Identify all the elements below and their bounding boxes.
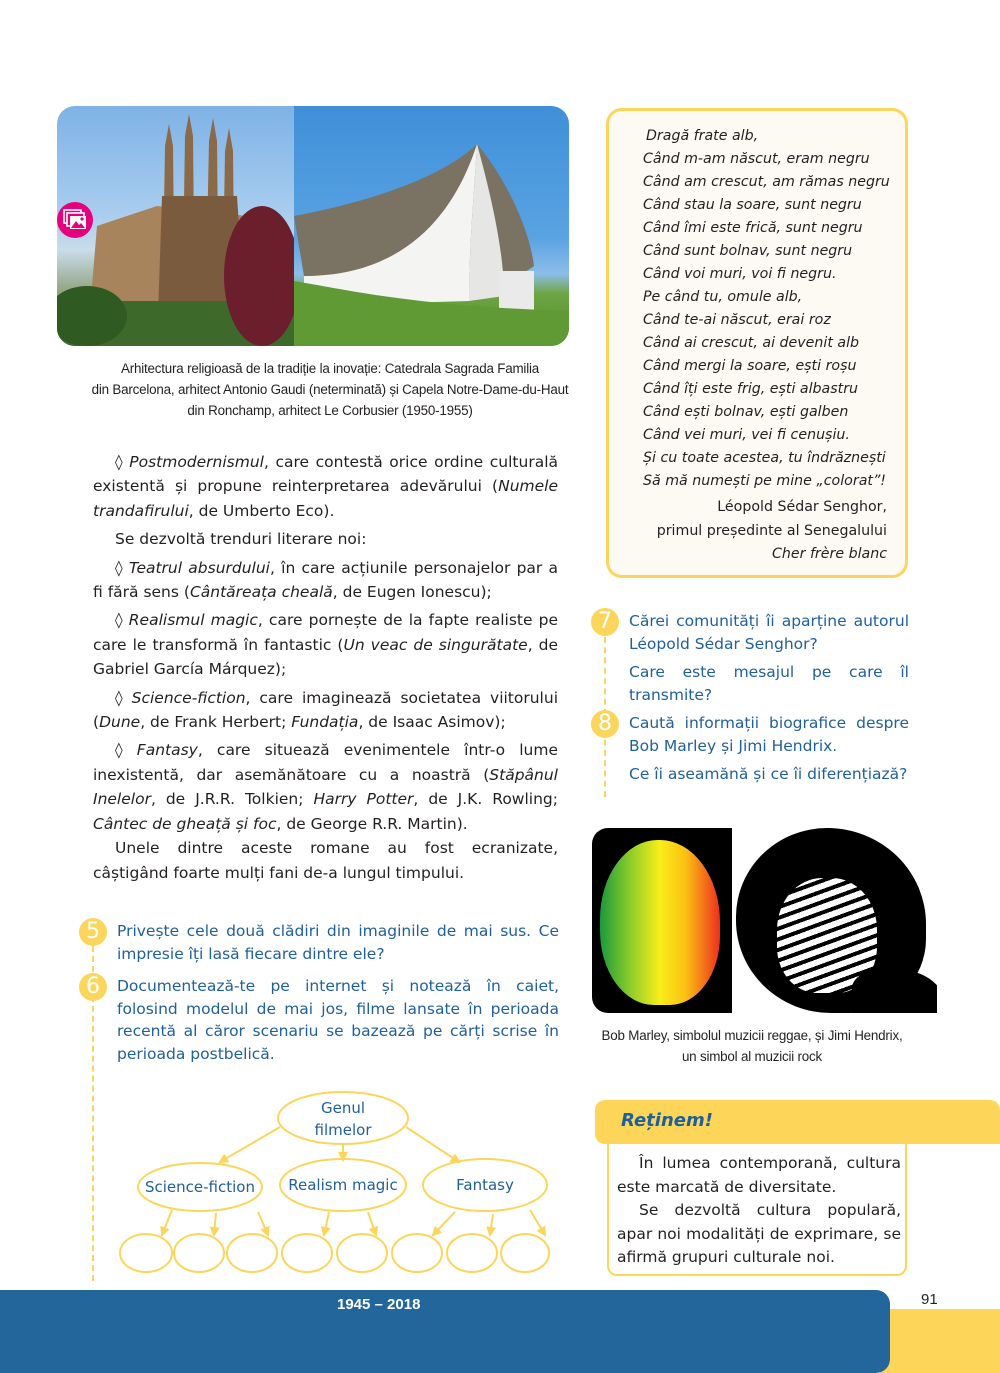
paragraph-absurd-theatre: [93, 556, 558, 605]
question-7: [591, 610, 909, 706]
poem-line: Când îmi este frică, sunt negru: [643, 220, 863, 236]
architecture-photo: [57, 106, 569, 346]
poem-line: Când mergi la soare, ești roșu: [643, 358, 857, 374]
work-title: Harry Potter: [313, 790, 414, 809]
sagrada-familia-image: [57, 106, 294, 346]
poem-attribution: [657, 496, 887, 567]
retinem-title: Reținem!: [621, 1110, 713, 1131]
text: , care pornește de la fapte realiste pe care le transformă în fantastic (: [93, 611, 558, 654]
jimi-hendrix-portrait: [732, 828, 937, 1013]
work-title: Cântăreața cheală: [189, 583, 333, 602]
poem-author: Léopold Sédar Senghor,: [717, 499, 887, 515]
bullet: ◊: [115, 611, 129, 630]
portrait-face: [600, 840, 720, 1005]
musicians-caption: [592, 1025, 912, 1067]
leaf-node: [501, 1234, 549, 1272]
text: , de J.K. Rowling;: [413, 790, 558, 809]
text: , de Umberto Eco).: [188, 501, 335, 520]
bullet: ◊: [115, 453, 130, 471]
main-text: [93, 450, 558, 885]
text: , în care acțiunile personajelor par a fi fără sens (: [93, 558, 559, 602]
caption-line: din Ronchamp, arhitect Le Corbusier (1950-1955): [187, 403, 473, 418]
poem-box: [606, 108, 908, 578]
poem-source-title: Cher frère blanc: [771, 546, 887, 562]
caption-line: Arhitectura religioasă de la tradiție la inovație: Catedrala Sagrada Familia: [121, 361, 539, 376]
poem-line: Dragă frate alb,: [646, 128, 759, 144]
footer-bar: [0, 1290, 890, 1373]
paragraph-magic-realism: [93, 608, 558, 681]
retinem-paragraph: Se dezvoltă cultura populară, apar noi modalități de exprimare, se afirmă grupuri culturale noi.: [617, 1201, 901, 1266]
work-title: Un veac de singurătate: [343, 635, 528, 654]
question-text: Cărei comunități îi aparține autorul Léopold Sédar Senghor?: [629, 612, 909, 653]
branch-label: Science-fiction: [145, 1178, 255, 1196]
leaf-node: [392, 1234, 442, 1272]
work-title: Stăpânul Inelelor: [93, 765, 558, 809]
work-title: Fundația: [291, 713, 359, 732]
text: , care contestă orice ordine culturală existentă și propune reinterpretarea adevărului (: [93, 453, 558, 496]
text: , de Eugen Ionescu);: [332, 583, 492, 602]
term: Realismul magic: [128, 611, 258, 630]
poem-line: Când ai crescut, ai devenit alb: [643, 335, 860, 351]
bullet: ◊: [115, 558, 129, 577]
question-number: 6: [79, 973, 107, 1001]
leaf-node: [337, 1234, 387, 1272]
poem-line: Pe când tu, omule alb,: [643, 289, 803, 305]
retinem-header: [595, 1100, 1000, 1144]
musicians-image: [592, 828, 937, 1013]
image-gallery-icon[interactable]: [57, 202, 93, 238]
text: , de George R.R. Martin).: [276, 814, 468, 833]
question-text: Ce îi aseamănă și ce îi diferențiază?: [629, 765, 908, 783]
footer-accent: [880, 1309, 1000, 1373]
root-label: Genul: [320, 1099, 366, 1117]
leaf-node: [282, 1234, 332, 1272]
question-6: [79, 975, 559, 1065]
term: Postmodernismul: [129, 453, 264, 471]
bullet: ◊: [115, 688, 132, 707]
footer-period: 1945 – 2018: [337, 1296, 421, 1313]
poem-text: [643, 125, 890, 493]
question-text: Caută informații biografice despre Bob Marley și Jimi Hendrix.: [629, 714, 909, 755]
question-8: [591, 712, 909, 786]
paragraph-postmodernism: [93, 450, 558, 523]
bob-marley-portrait: [592, 828, 732, 1013]
poem-line: Și cu toate acestea, tu îndrăznești: [643, 450, 886, 466]
poem-line: Când am crescut, am rămas negru: [643, 174, 890, 190]
retinem-box: [607, 1144, 907, 1276]
questions-right: [591, 610, 909, 792]
text: , care situează evenimentele într-o lume inexistentă, dar asemănătoare cu a noastră (: [93, 741, 558, 784]
caption-line: un simbol al muzicii rock: [681, 1049, 823, 1064]
retinem-text: [617, 1152, 901, 1270]
paragraph-fantasy: [93, 738, 558, 836]
paragraph-trends: Se dezvoltă trenduri literare noi:: [115, 530, 367, 549]
question-text: Documentează-te pe internet și notează în caiet, folosind modelul de mai jos, filme lansate în perioada recentă al căror scenariu se bazează pe cărți scrise în perioada postbelică.: [117, 977, 559, 1063]
work-title: Dune: [99, 713, 141, 732]
poem-line: Când sunt bolnav, sunt negru: [643, 243, 853, 259]
text: , de Frank Herbert;: [140, 713, 292, 732]
work-title: Numele trandafirului: [93, 477, 558, 520]
caption-line: Bob Marley, simbolul muzicii reggae, și Jimi Hendrix,: [601, 1028, 903, 1043]
leaf-node: [447, 1234, 497, 1272]
leaf-node: [174, 1234, 224, 1272]
leaf-node: [120, 1234, 172, 1272]
term: Fantasy: [136, 741, 198, 760]
branch-label: Fantasy: [456, 1176, 514, 1194]
page-number: 91: [921, 1291, 938, 1308]
text: , de Gabriel García Márquez);: [93, 635, 558, 679]
question-text: Care este mesajul pe care îl transmite?: [629, 663, 909, 704]
poem-line: Când vei muri, vei fi cenușiu.: [643, 427, 850, 443]
question-5: [79, 920, 559, 965]
film-genre-diagram: [110, 1090, 550, 1275]
photo-caption: [80, 358, 580, 421]
ronchamp-chapel-image: [294, 106, 569, 346]
poem-line: Când îți este frig, ești albastru: [643, 381, 859, 397]
text: , de Isaac Asimov);: [358, 713, 506, 732]
question-number: 5: [79, 918, 107, 946]
bullet: ◊: [115, 741, 137, 760]
question-text: Privește cele două clădiri din imaginile de mai sus. Ce impresie îți lasă fiecare dintre ele?: [117, 922, 559, 963]
text: , de J.R.R. Tolkien;: [150, 790, 314, 809]
poem-line: Să mă numești pe mine „colorat”!: [643, 473, 886, 489]
branch-label: Realism magic: [288, 1176, 398, 1194]
text: , care imaginează societatea viitorului (: [93, 688, 558, 732]
question-number: 8: [591, 710, 619, 738]
poem-line: Când ești bolnav, ești galben: [643, 404, 849, 420]
paragraph-science-fiction: [93, 686, 558, 735]
work-title: Cântec de gheață și foc: [93, 814, 277, 833]
questions-left: [79, 920, 559, 1071]
poem-author-role: primul președinte al Senegalului: [656, 522, 887, 539]
root-label: filmelor: [314, 1121, 372, 1139]
question-number: 7: [591, 608, 619, 636]
leaf-node: [227, 1234, 277, 1272]
poem-line: Când voi muri, voi fi negru.: [643, 266, 837, 282]
retinem-paragraph: În lumea contemporană, cultura este marcată de diversitate.: [617, 1154, 901, 1196]
portrait-shoulder: [852, 968, 937, 1013]
caption-line: din Barcelona, arhitect Antonio Gaudi (neterminată) și Capela Notre-Dame-du-Haut: [91, 382, 569, 397]
paragraph-adaptations: Unele dintre aceste romane au fost ecranizate, câștigând foarte mulți fani de-a lungul timpului.: [93, 839, 558, 882]
term: Teatrul absurdului: [128, 558, 270, 577]
term: Science-fiction: [131, 688, 246, 707]
poem-line: Când m-am născut, eram negru: [643, 151, 870, 167]
poem-line: Când stau la soare, sunt negru: [643, 197, 862, 213]
poem-line: Când te-ai născut, erai roz: [643, 312, 831, 328]
